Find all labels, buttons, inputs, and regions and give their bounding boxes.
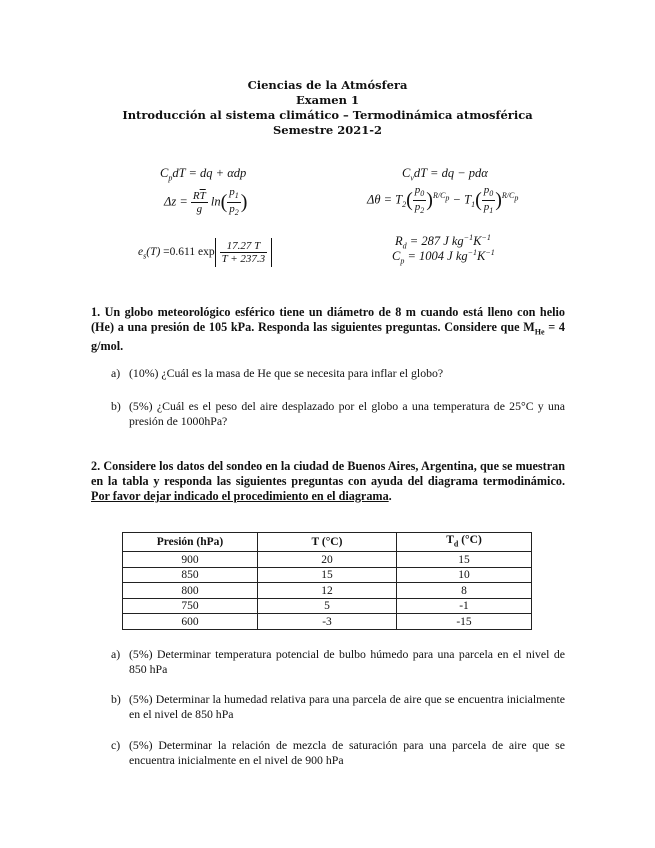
question-2-item-a: [111, 647, 565, 677]
question-2-prompt: [91, 459, 565, 504]
table-row: 800 12 8: [123, 583, 532, 599]
exam-number: Examen 1: [296, 93, 359, 107]
question-1-item-b: [111, 399, 565, 429]
equation-cv: $C_vdT$ = dq − pdα: [402, 166, 488, 183]
equation-cp: $C_pdT$ = dq + αdp: [160, 166, 247, 183]
exam-topic: Introducción al sistema climático – Termodinámica atmosférica: [122, 108, 533, 122]
question-1-text: 1. Un globo meteorológico esférico tiene un diámetro de 8 m cuando está lleno con helio (He) a una presión de 105 kPa. Responda las siguientes preguntas. Considere que M: [91, 305, 565, 334]
equation-saturation-vapor: $e_s(T) =0.611$ exp $\frac{17.27 T}{T + 237.3}$: [138, 238, 272, 267]
item-text: (5%) Determinar la relación de mezcla de saturación para una parcela de aire que se encuentra inicialmente en el nivel de 900 hPa: [129, 738, 565, 767]
equation-rd: $R_d = 287$ J $kg^{-1}K^{-1}$: [395, 233, 491, 251]
item-label: b): [111, 692, 121, 706]
semester: Semestre 2021-2: [272, 123, 383, 137]
item-text: (5%) ¿Cuál es el peso del aire desplazado por el globo a una temperatura de 25°C y una presión de 1000hPa?: [129, 399, 565, 428]
question-2-item-b: [111, 692, 565, 722]
item-label: c): [111, 738, 121, 752]
question-2-text-end: .: [388, 489, 392, 503]
sounding-table: [122, 532, 532, 630]
table-header-row: [123, 533, 532, 552]
header-pressure: Presión (hPa): [123, 533, 258, 552]
question-1-prompt: [91, 305, 565, 354]
question-1-text-end: = 4 g/mol.: [91, 320, 565, 354]
equation-cp-value: $C_p = 1004$ J $kg^{-1}K^{-1}$: [392, 248, 495, 266]
table-row: 600 -3 -15: [123, 614, 532, 630]
item-text: (5%) Determinar la humedad relativa para una parcela de aire que se encuentra inicialmente en el nivel de 850 hPa: [129, 692, 565, 721]
question-1-subscript: He: [534, 327, 545, 337]
header-temperature: T (°C): [257, 533, 396, 552]
item-text: (10%) ¿Cuál es la masa de He que se necesita para inflar el globo?: [129, 366, 444, 380]
equation-theta-diff: $\Delta\theta = T_2$( $\frac{p_0}{p_2}$ )$^{R/C_p} - T_1$( $\frac{p_0}{p_1}$ )$^{R/C_p}$: [367, 184, 519, 216]
table-row: 750 5 -1: [123, 598, 532, 614]
table-row: 900 20 15: [123, 552, 532, 568]
question-2-text: 2. Considere los datos del sondeo en la ciudad de Buenos Aires, Argentina, que se muestran en la tabla y responda las siguientes preguntas con ayuda del diagrama termodinámico.: [91, 459, 565, 488]
course-title: Ciencias de la Atmósfera: [247, 78, 408, 92]
question-2-underlined: Por favor dejar indicado el procedimiento en el diagrama: [91, 489, 389, 503]
item-label: b): [111, 399, 121, 413]
question-2-item-c: [111, 738, 565, 768]
item-label: a): [111, 647, 121, 661]
exam-header: [0, 78, 655, 138]
table-row: 850 15 10: [123, 567, 532, 583]
header-dewpoint: $T_d$ (°C): [397, 533, 532, 552]
item-label: a): [111, 366, 121, 380]
question-1-item-a: [111, 366, 565, 381]
equation-hypsometric: Δz = $\frac{R\overline{T}}{g}$ ln( $\frac{p_1}{p_2}$ ): [164, 186, 248, 218]
item-text: (5%) Determinar temperatura potencial de bulbo húmedo para una parcela en el nivel de 850 hPa: [129, 647, 565, 676]
